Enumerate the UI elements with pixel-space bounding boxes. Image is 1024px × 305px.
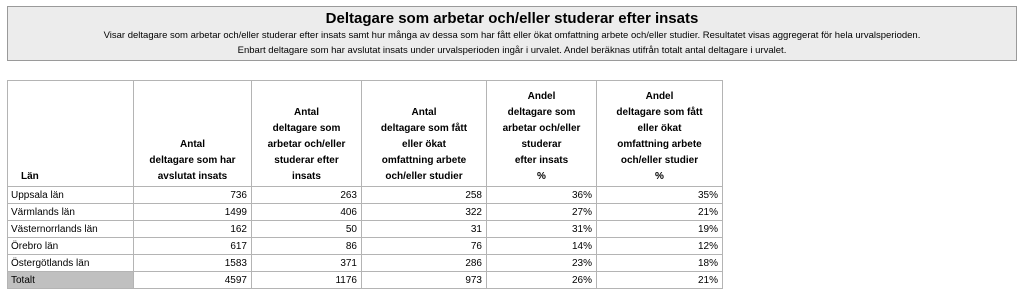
- col-header-avslutat: [134, 81, 252, 187]
- table-total-row: [8, 272, 723, 289]
- col-header-arbetar-studerar: [252, 81, 362, 187]
- table-row: [8, 238, 723, 255]
- header-line: deltagare som har: [149, 155, 236, 166]
- value-cell: 263: [252, 187, 362, 204]
- header-line: eller ökat: [637, 123, 682, 134]
- row-label-cell: Värmlands län: [8, 204, 134, 221]
- value-cell: 76: [362, 238, 487, 255]
- value-cell: 736: [134, 187, 252, 204]
- col-header-fatt-okat: [362, 81, 487, 187]
- value-cell: 14%: [487, 238, 597, 255]
- header-line: arbetar och/eller: [267, 139, 346, 150]
- table-row: [8, 221, 723, 238]
- value-cell: 406: [252, 204, 362, 221]
- col-header-lan: [8, 81, 134, 187]
- header-line: arbetar och/eller: [502, 123, 581, 134]
- row-label-cell: Uppsala län: [8, 187, 134, 204]
- value-cell: 23%: [487, 255, 597, 272]
- table-header-row: [8, 81, 723, 187]
- report-description-line-2: Enbart deltagare som har avslutat insats under urvalsperioden ingår i urvalet. Andel beräknas utifrån totalt antal deltagare i urvalet.: [237, 45, 787, 56]
- header-line: och/eller studier: [620, 155, 699, 166]
- row-label-cell: Örebro län: [8, 238, 134, 255]
- header-line: deltagare som fått: [616, 107, 703, 118]
- value-cell: 12%: [597, 238, 723, 255]
- value-cell: 1176: [252, 272, 362, 289]
- value-cell: 50: [252, 221, 362, 238]
- value-cell: 21%: [597, 272, 723, 289]
- header-line: Andel: [645, 91, 674, 102]
- col-header-andel-fatt: [597, 81, 723, 187]
- header-line: avslutat insats: [157, 171, 228, 182]
- header-line: omfattning arbete: [617, 139, 702, 150]
- value-cell: 286: [362, 255, 487, 272]
- table-row: [8, 187, 723, 204]
- table-row: [8, 204, 723, 221]
- header-line: %: [655, 171, 664, 182]
- report-description-line-1: Visar deltagare som arbetar och/eller studerar efter insats samt hur många av dessa som har fått eller ökat omfattning arbete och/eller studier. Resultatet visas aggregerat för hela urvalsperioden.: [103, 30, 921, 41]
- table-row: [8, 255, 723, 272]
- value-cell: 973: [362, 272, 487, 289]
- row-label-cell: Västernorrlands län: [8, 221, 134, 238]
- value-cell: 86: [252, 238, 362, 255]
- header-line: eller ökat: [402, 139, 446, 150]
- header-line: och/eller studier: [385, 171, 463, 182]
- report-header: [7, 6, 1017, 61]
- value-cell: 31: [362, 221, 487, 238]
- value-cell: 19%: [597, 221, 723, 238]
- header-line: Andel: [527, 91, 556, 102]
- header-line: Antal: [180, 139, 205, 150]
- value-cell: 21%: [597, 204, 723, 221]
- report-title: Deltagare som arbetar och/eller studerar efter insats: [325, 10, 699, 27]
- value-cell: 27%: [487, 204, 597, 221]
- header-line: efter insats: [514, 155, 569, 166]
- header-line: omfattning arbete: [381, 155, 467, 166]
- header-line: deltagare som: [272, 123, 341, 134]
- value-cell: 31%: [487, 221, 597, 238]
- header-line: deltagare som: [507, 107, 576, 118]
- header-line: studerar efter: [274, 155, 339, 166]
- header-line: insats: [292, 171, 321, 182]
- value-cell: 162: [134, 221, 252, 238]
- value-cell: 26%: [487, 272, 597, 289]
- value-cell: 371: [252, 255, 362, 272]
- value-cell: 4597: [134, 272, 252, 289]
- table-body: [8, 187, 723, 289]
- header-line: Län: [21, 171, 39, 182]
- header-line: studerar: [521, 139, 562, 150]
- header-line: Antal: [411, 107, 437, 118]
- col-header-andel-arbetar: [487, 81, 597, 187]
- value-cell: 18%: [597, 255, 723, 272]
- value-cell: 617: [134, 238, 252, 255]
- row-label-cell: Totalt: [8, 272, 134, 289]
- value-cell: 35%: [597, 187, 723, 204]
- header-line: %: [537, 171, 546, 182]
- row-label-cell: Östergötlands län: [8, 255, 134, 272]
- header-line: Antal: [294, 107, 319, 118]
- value-cell: 36%: [487, 187, 597, 204]
- value-cell: 1499: [134, 204, 252, 221]
- value-cell: 258: [362, 187, 487, 204]
- header-line: deltagare som fått: [380, 123, 468, 134]
- value-cell: 1583: [134, 255, 252, 272]
- participants-table: [7, 80, 723, 289]
- value-cell: 322: [362, 204, 487, 221]
